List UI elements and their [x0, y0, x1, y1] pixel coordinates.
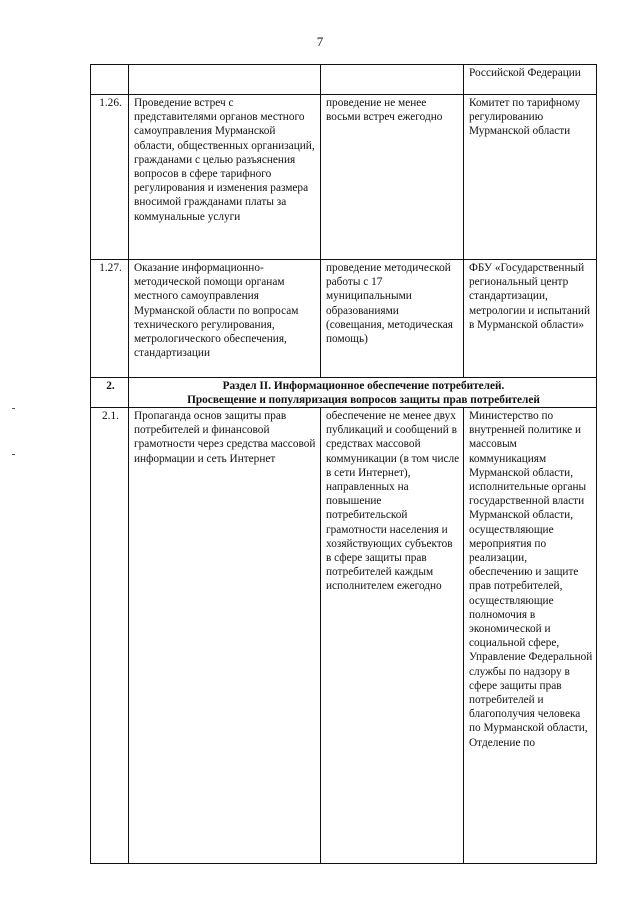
measures-table	[90, 64, 597, 864]
table-row	[91, 65, 597, 95]
row-number-cell: 2.1.	[91, 408, 129, 864]
executor-cell: Российской Федерации	[464, 65, 597, 95]
page-number: 7	[316, 34, 324, 49]
section-title-cell	[129, 378, 597, 408]
activity-cell: Пропаганда основ защиты прав потребителей и финансовой грамотности через средства массовой информации и сеть Интернет	[129, 408, 321, 864]
row-number-cell	[91, 65, 129, 95]
table-row	[91, 408, 597, 864]
result-cell: обеспечение не менее двух публикаций и сообщений в средствах массовой коммуникации (в том числе в сети Интернет), направленных на повышение потребительской грамотности населения и хозяйствующих субъектов в сфере защиты прав потребителей каждым исполнителем ежегодно	[321, 408, 464, 864]
scan-mark	[12, 454, 15, 455]
table-row	[91, 260, 597, 378]
result-cell	[321, 65, 464, 95]
activity-cell	[129, 65, 321, 95]
section-row	[91, 378, 597, 408]
executor-cell: ФБУ «Государственный региональный центр стандартизации, метрологии и испытаний в Мурманской области»	[464, 260, 597, 378]
table-row	[91, 95, 597, 260]
row-number-cell: 1.27.	[91, 260, 129, 378]
result-cell: проведение методической работы с 17 муниципальными образованиями (совещания, методическая помощь)	[321, 260, 464, 378]
scan-mark	[12, 408, 15, 409]
section-number-cell: 2.	[91, 378, 129, 408]
row-number-cell: 1.26.	[91, 95, 129, 260]
section-title-line-2: Просвещение и популяризация вопросов защиты прав потребителей	[187, 394, 540, 406]
executor-cell: Министерство по внутренней политике и массовым коммуникациям Мурманской области, исполнительные органы государственной власти Мурманской области, осуществляющие мероприятия по реализации, обеспечению и защите прав потребителей, осуществляющие полномочия в экономической и социальной сфере, Управление Федеральной службы по надзору в сфере защиты прав потребителей и благополучия человека по Мурманской области, Отделение по	[464, 408, 597, 864]
result-cell: проведение не менее восьми встреч ежегодно	[321, 95, 464, 260]
section-title-line-1: Раздел II. Информационное обеспечение потребителей.	[222, 380, 505, 392]
executor-cell: Комитет по тарифному регулированию Мурманской области	[464, 95, 597, 260]
activity-cell: Проведение встреч с представителями органов местного самоуправления Мурманской области, общественных организаций, гражданами с целью разъяснения вопросов в сфере тарифного регулирования и изменения размера вносимой гражданами платы за коммунальные услуги	[129, 95, 321, 260]
activity-cell: Оказание информационно-методической помощи органам местного самоуправления Мурманской области по вопросам технического регулирования, метрологического обеспечения, стандартизации	[129, 260, 321, 378]
